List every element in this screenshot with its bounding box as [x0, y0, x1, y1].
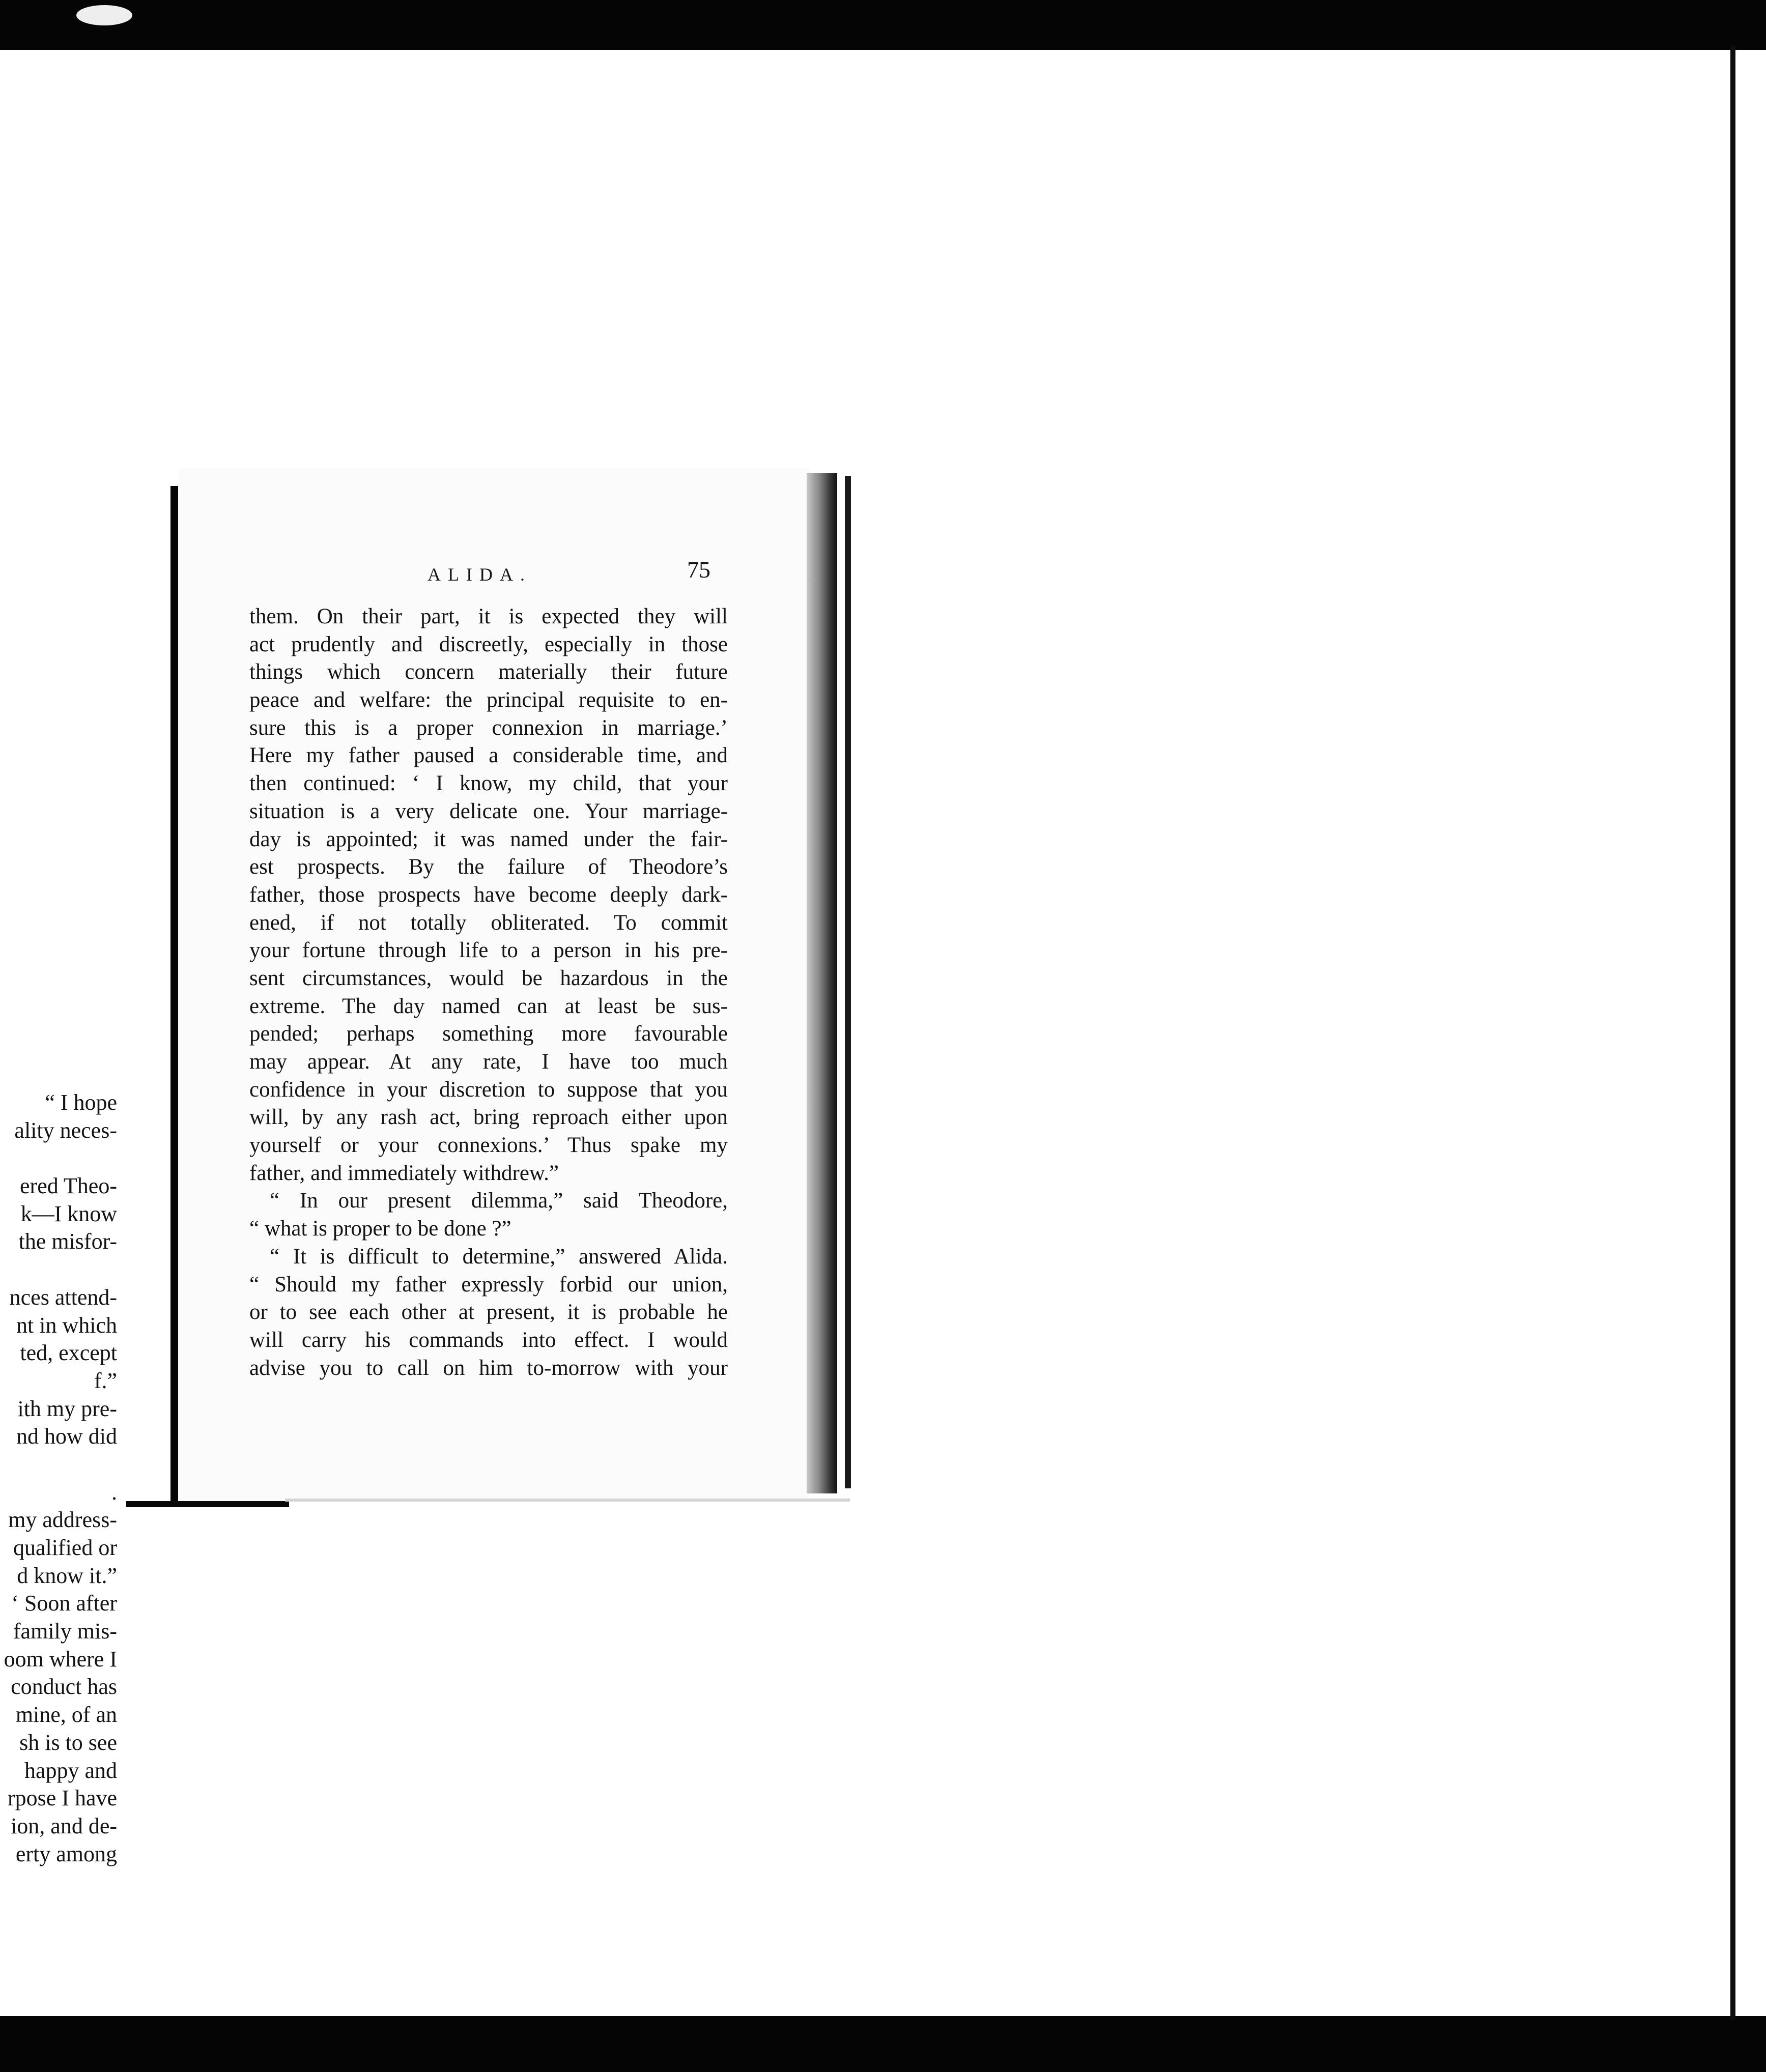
left-text-line: conduct has: [11, 1674, 117, 1700]
page-edge-shadow: [807, 473, 837, 1493]
left-text-line: nd how did: [16, 1424, 117, 1449]
left-text-line: [4, 1144, 117, 1172]
text-line: yourself or your connexions.’ Thus spake my: [249, 1133, 728, 1158]
left-text-line: ion, and de-: [11, 1813, 117, 1838]
text-line: will, by any rash act, bring reproach either upon: [249, 1105, 728, 1130]
left-text-line: ality neces-: [14, 1117, 117, 1143]
left-text-line: ‘ Soon after: [11, 1591, 117, 1616]
left-text-line: mine, of an: [15, 1702, 117, 1728]
left-text-line: [4, 1256, 117, 1284]
text-line: day is appointed; it was named under the fair-: [249, 827, 728, 851]
scan-bottom-border: [0, 2016, 1766, 2072]
page-edge-line: [845, 476, 851, 1488]
left-text-line: my address-: [8, 1507, 117, 1533]
left-text-line: oom where I: [4, 1646, 117, 1672]
text-line: them. On their part, it is expected they will: [249, 605, 728, 628]
left-page-text: [4, 1089, 117, 1868]
text-line: ened, if not totally obliterated. To commit: [249, 910, 728, 935]
left-page: [0, 478, 176, 1866]
text-line: situation is a very delicate one. Your marriage-: [249, 799, 728, 823]
running-head: ALIDA.: [428, 564, 532, 585]
text-line: act prudently and discreetly, especially in those: [249, 632, 728, 656]
left-text-line: qualified or: [13, 1535, 117, 1560]
text-line: sure this is a proper connexion in marriage.’: [249, 715, 728, 740]
text-line: “ In our present dilemma,” said Theodore,: [270, 1189, 728, 1213]
text-line: or to see each other at present, it is probable he: [249, 1300, 728, 1325]
left-text-line: f.”: [94, 1368, 117, 1393]
scan-top-border: [0, 0, 1766, 50]
text-line: “ what is proper to be done ?”: [249, 1217, 511, 1241]
text-line: confidence in your discretion to suppose that you: [249, 1077, 728, 1102]
left-text-line: the misfor-: [18, 1229, 117, 1254]
text-line: sent circumstances, would be hazardous in the: [249, 966, 728, 990]
left-text-line: k—I know: [20, 1201, 117, 1226]
text-line: extreme. The day named can at least be sus-: [249, 994, 728, 1018]
left-text-line: “ I hope: [45, 1090, 117, 1115]
text-line: father, those prospects have become deeply dark-: [249, 882, 728, 907]
left-text-line: happy and: [24, 1758, 117, 1783]
left-text-line: [4, 1451, 117, 1479]
page-bottom-edge: [285, 1499, 850, 1502]
text-line: will carry his commands into effect. I would: [249, 1328, 728, 1352]
text-line: pended; perhaps something more favourable: [249, 1022, 728, 1046]
left-text-line: ted, except: [20, 1340, 117, 1366]
left-text-line: nces attend-: [9, 1284, 117, 1310]
scan-speck: [76, 5, 132, 25]
left-text-line: sh is to see: [19, 1730, 117, 1755]
left-text-line: ered Theo-: [20, 1173, 117, 1199]
text-line: may appear. At any rate, I have too much: [249, 1050, 728, 1074]
text-line: Here my father paused a considerable time, and: [249, 743, 728, 768]
left-text-line: erty among: [15, 1841, 117, 1866]
text-line: “ It is difficult to determine,” answered Alida.: [270, 1244, 728, 1269]
left-text-line: ith my pre-: [17, 1396, 117, 1421]
left-text-line: d know it.”: [17, 1563, 117, 1588]
text-line: father, and immediately withdrew.”: [249, 1161, 559, 1185]
left-text-line: .: [111, 1479, 117, 1505]
left-text-line: rpose I have: [7, 1786, 117, 1811]
text-line: advise you to call on him to-morrow with your: [249, 1356, 728, 1380]
text-line: your fortune through life to a person in his pre-: [249, 938, 728, 963]
text-line: “ Should my father expressly forbid our union,: [249, 1272, 728, 1297]
book-spine: [170, 486, 179, 1504]
scan-right-edge: [1730, 46, 1735, 2020]
text-line: est prospects. By the failure of Theodore’s: [249, 855, 728, 879]
left-text-line: nt in which: [16, 1312, 117, 1338]
text-line: peace and welfare: the principal requisite to en-: [249, 688, 728, 712]
body-text: [249, 603, 728, 1382]
left-text-line: family mis-: [13, 1619, 117, 1644]
page-number: 75: [687, 557, 710, 583]
text-line: then continued: ‘ I know, my child, that your: [249, 771, 728, 796]
text-line: things which concern materially their future: [249, 660, 728, 684]
book-spine-foot: [126, 1501, 289, 1507]
